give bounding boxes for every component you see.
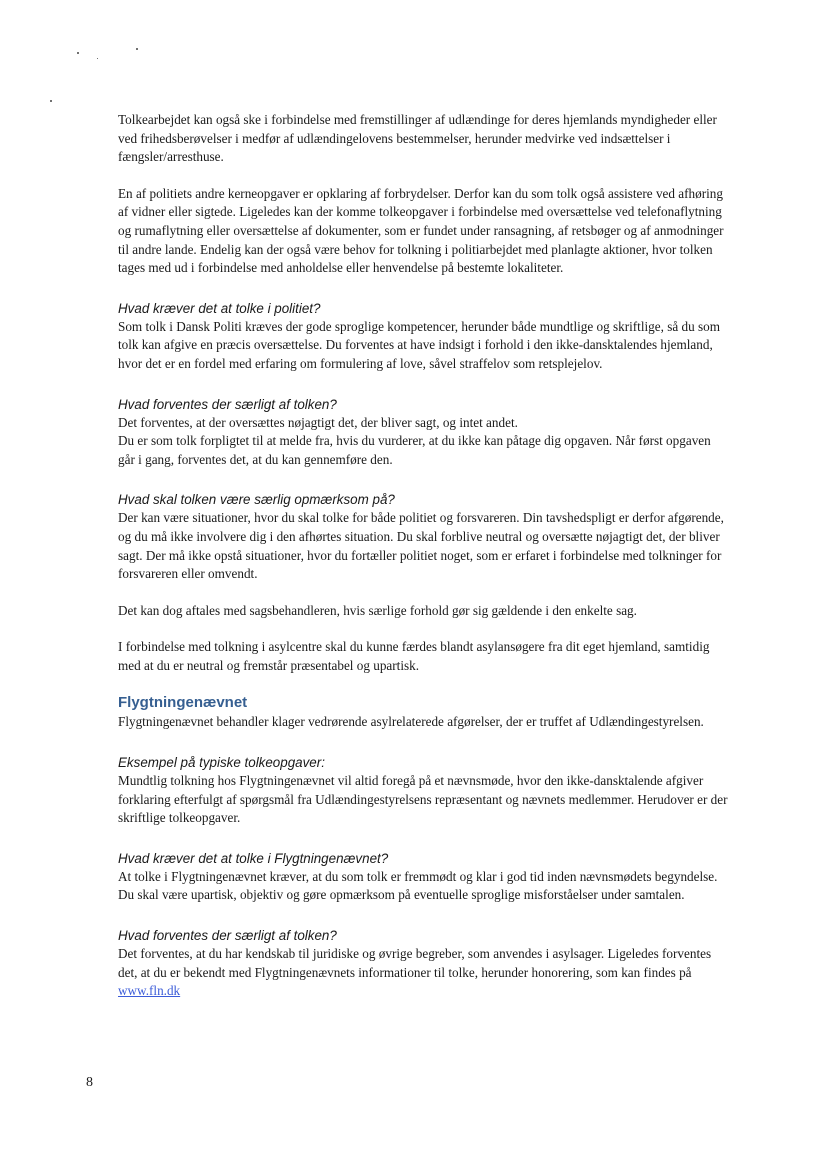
heading-expectations-fln: Hvad forventes der særligt af tolken? (118, 928, 337, 944)
paragraph-asylum-centres: I forbindelse med tolkning i asylcentre skal du kunne færdes blandt asylansøgere fra dit eget hjemland, samtidig med at du er neutral og fremstår præsentabel og upartisk. (118, 639, 710, 673)
paragraph-expectations-fln-text: Det forventes, at du har kendskab til juridiske og øvrige begreber, som anvendes i asylsager. Ligeledes forventes det, at du er bekendt med Flygtningenævnets informationer til tolke, herunder honorering, som kan findes på (118, 946, 712, 980)
fln-website-link[interactable]: www.fln.dk (118, 983, 181, 999)
paragraph-requirements-police: Som tolk i Dansk Politi kræves der gode sproglige kompetencer, herunder både mundtlige og skriftlige, så du som tolk kan afgive en præcis oversættelse. Du forventes at have indsigt i forhold i den ikke-dansktalendes hjemland, hvor det er en fordel med erfaring om formulering af love, såvel straffelov som retsplejelov. (118, 318, 720, 371)
paragraph-intro: Tolkearbejdet kan også ske i forbindelse med fremstillinger af udlændinge for deres hjemlands myndigheder eller ved frihedsberøvelser i medfør af udlændingelovens bestemmelser, herunder medvirke ved indsættelser i fængsler/arresthuse. (118, 112, 717, 165)
heading-requirements-fln: Hvad kræver det at tolke i Flygtningenævnet? (118, 850, 389, 866)
paragraph-expectations-a: Det forventes, at der oversættes nøjagtigt det, der bliver sagt, og intet andet. (118, 414, 518, 430)
scan-speck (97, 58, 98, 59)
paragraph-requirements-fln: At tolke i Flygtningenævnet kræver, at du som tolk er fremmødt og klar i god tid inden nævnsmødets begyndelse. Du skal være upartisk, objektiv og gøre opmærksom på eventuelle sproglige misforståelser under samtalen. (118, 868, 718, 903)
section-title: Flygtningenævnet (118, 694, 248, 712)
paragraph-agreement: Det kan dog aftales med sagsbehandleren, hvis særlige forhold gør sig gældende i den enkelte sag. (118, 602, 637, 618)
paragraph-fln-intro: Flygtningenævnet behandler klager vedrørende asylrelaterede afgørelser, der er truffet af Udlændingestyrelsen. (118, 714, 704, 730)
heading-attention: Hvad skal tolken være særlig opmærksom på? (118, 492, 395, 508)
page-content (118, 111, 730, 1001)
paragraph-example-tasks: Mundtlig tolkning hos Flygtningenævnet vil altid foregå på et nævnsmøde, hvor den ikke-dansktalende afgiver forklaring efterfulgt af spørgsmål fra Udlændingestyrelsens repræsentant og nævnets medlemmer. Herudover er der skriftlige tolkeopgaver. (118, 773, 728, 826)
scan-speck (77, 52, 79, 54)
paragraph-police-tasks: En af politiets andre kerneopgaver er opklaring af forbrydelser. Derfor kan du som tolk også assistere ved afhøring af vidner eller sigtede. Ligeledes kan der komme tolkeopgaver i forbindelse med oversættelse ved telefonaflytning og rumaflytning eller oversættelse af dokumenter, som er fundet under ransagning, af retsbøger og af anmodninger til andre lande. Endelig kan der også være behov for tolkning i politiarbejdet med planlagte aktioner, hvor tolken tages med ud i forbindelse med anholdelse eller henvendelse på bestemte lokaliteter. (118, 185, 724, 276)
paragraph-expectations-b: Du er som tolk forpligtet til at melde fra, hvis du vurderer, at du ikke kan påtage dig opgaven. Når først opgaven går i gang, forventes det, at du kan gennemføre den. (118, 433, 711, 467)
page-number: 8 (86, 1075, 93, 1090)
heading-expectations-police: Hvad forventes der særligt af tolken? (118, 396, 337, 412)
paragraph-attention: Der kan være situationer, hvor du skal tolke for både politiet og forsvareren. Din tavshedspligt er derfor afgørende, og du må ikke involvere dig i den afhørtes situation. Du skal forblive neutral og oversætte nøjagtigt det, der bliver sagt. Der må ikke opstå situationer, hvor du fortæller politiet noget, som er erfaret i forbindelse med tolkninger for forsvareren eller omvendt. (118, 510, 724, 582)
scan-speck (50, 100, 52, 102)
scan-speck (136, 48, 138, 50)
heading-example-tasks: Eksempel på typiske tolkeopgaver: (118, 755, 325, 771)
heading-requirements-police: Hvad kræver det at tolke i politiet? (118, 300, 321, 316)
paragraph-expectations-fln (118, 945, 730, 1001)
